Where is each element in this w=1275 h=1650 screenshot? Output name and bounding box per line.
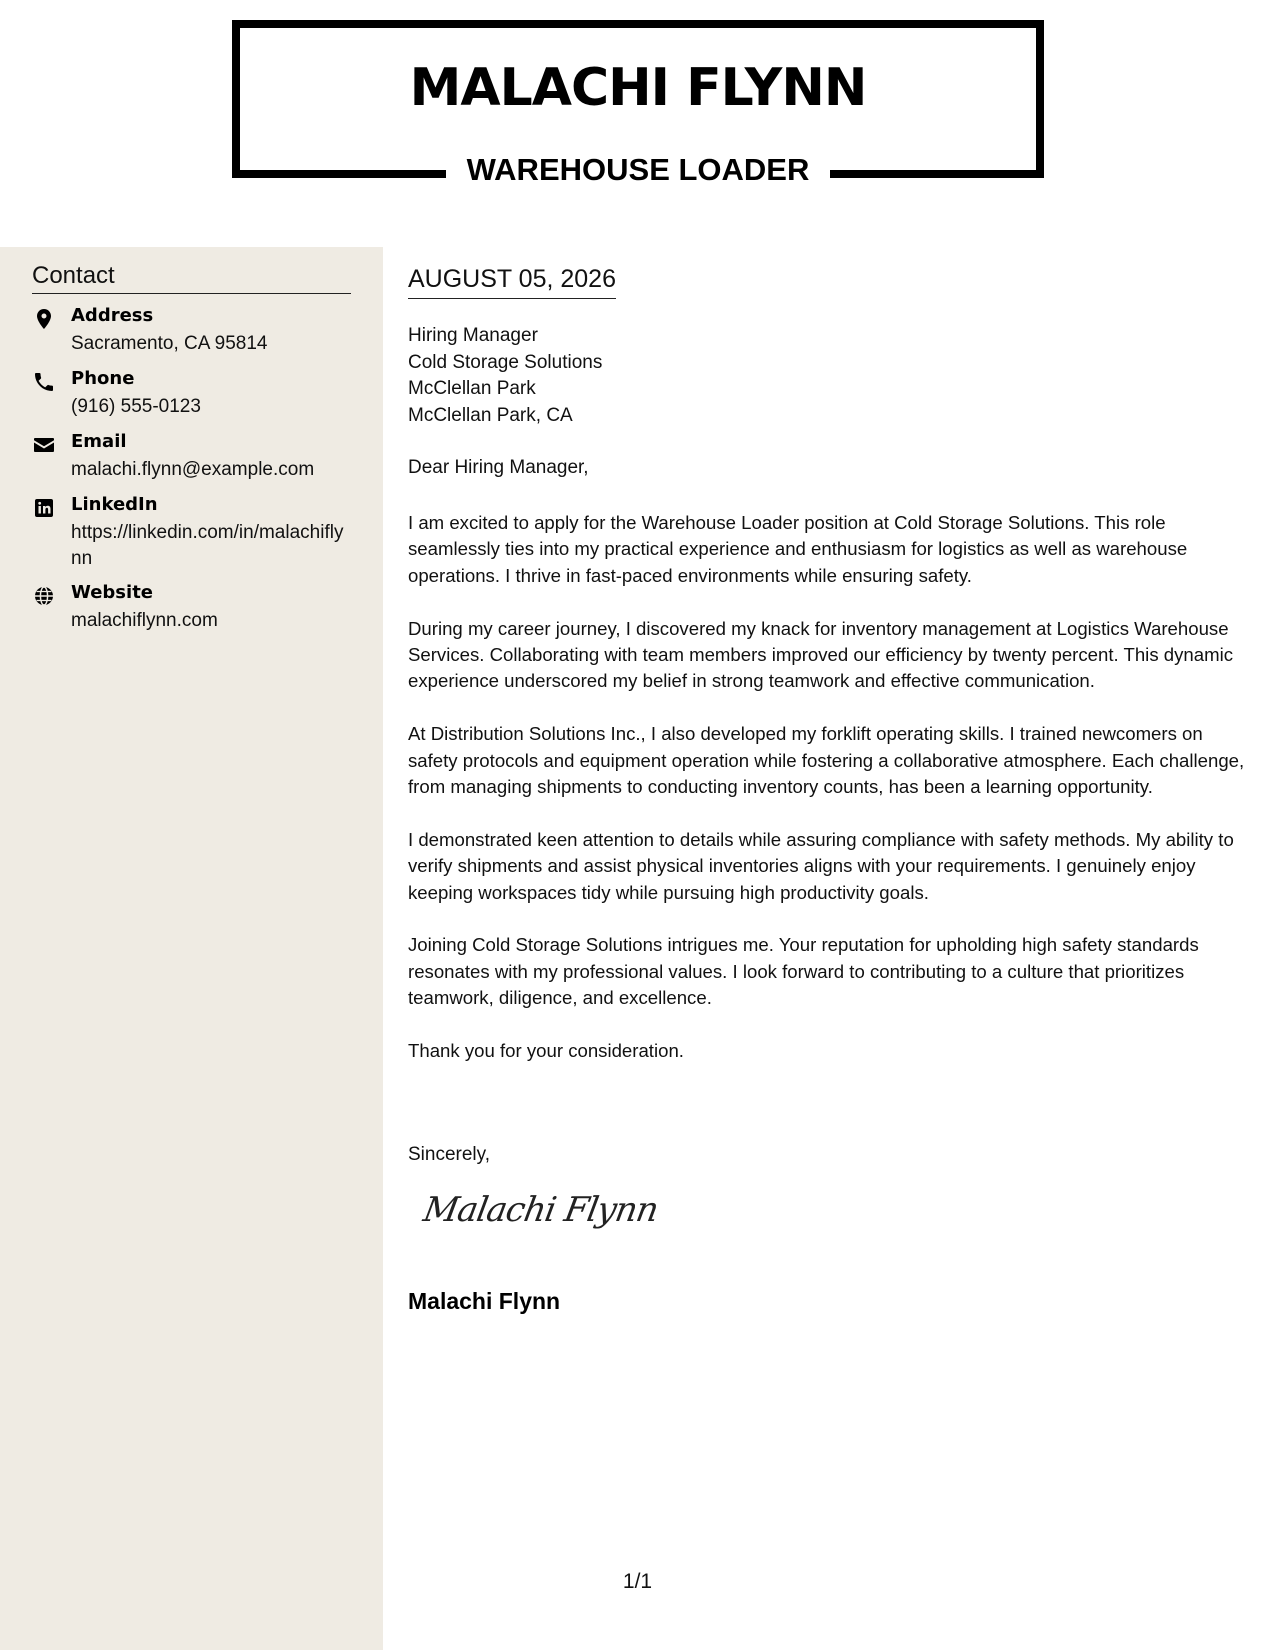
contact-value: https://linkedin.com/in/malachiflynn	[71, 522, 344, 569]
recipient-block	[408, 323, 602, 429]
page-number: 1/1	[622, 1570, 653, 1593]
handwritten-signature: Malachi Flynn	[420, 1190, 661, 1230]
letter-date: AUGUST 05, 2026	[408, 265, 616, 299]
recipient-line: McClellan Park	[408, 378, 536, 399]
header-frame-bottom-left	[232, 170, 446, 178]
contact-value: Sacramento, CA 95814	[71, 333, 268, 354]
body-paragraph: I demonstrated keen attention to details while assuring compliance with safety methods. My ability to verify shipments and assist physical inventories aligns with your requirements. I genuinely enjoy keeping workspaces tidy while pursuing high productivity goals.	[408, 828, 1234, 903]
job-title: WAREHOUSE LOADER	[466, 152, 810, 187]
envelope-icon	[32, 433, 56, 457]
applicant-name: MALACHI FLYNN	[409, 58, 867, 118]
contact-value: malachiflynn.com	[71, 610, 218, 631]
contact-label: Email	[71, 431, 127, 452]
recipient-line: McClellan Park, CA	[408, 404, 573, 426]
globe-icon	[32, 584, 56, 608]
body-paragraph: During my career journey, I discovered my knack for inventory management at Logistics Warehouse Services. Collaborating with team members improved our efficiency by twenty percent. This dynamic experience underscored my belief in strong teamwork and effective communication.	[408, 617, 1234, 692]
contact-value: malachi.flynn@example.com	[71, 459, 315, 480]
contact-label: Website	[71, 582, 154, 603]
contact-value: (916) 555-0123	[71, 396, 201, 417]
body-paragraph: Joining Cold Storage Solutions intrigues me. Your reputation for upholding high safety standards resonates with my professional values. I look forward to contributing to a culture that prioritizes teamwork, diligence, and excellence.	[408, 934, 1199, 1009]
contact-label: Phone	[71, 368, 135, 389]
phone-icon	[32, 370, 56, 394]
signer-name: Malachi Flynn	[408, 1288, 561, 1314]
salutation: Dear Hiring Manager,	[408, 457, 589, 478]
contact-label: Address	[71, 305, 154, 326]
recipient-line: Hiring Manager	[408, 325, 538, 346]
recipient-line: Cold Storage Solutions	[408, 351, 603, 373]
closing: Sincerely,	[408, 1144, 491, 1165]
map-pin-icon	[32, 307, 56, 331]
contact-label: LinkedIn	[71, 494, 158, 515]
body-paragraph: Thank you for your consideration.	[408, 1040, 684, 1062]
letter-body	[408, 510, 1250, 1091]
body-paragraph: I am excited to apply for the Warehouse Loader position at Cold Storage Solutions. This role seamlessly ties into my practical experience and enthusiasm for logistics as well as warehouse operations. I thrive in fast-paced environments while ensuring safety.	[408, 512, 1188, 586]
linkedin-icon	[32, 496, 56, 520]
contact-heading: Contact	[32, 262, 351, 294]
header-frame-bottom-right	[830, 170, 1044, 178]
body-paragraph: At Distribution Solutions Inc., I also developed my forklift operating skills. I trained newcomers on safety protocols and equipment operation while fostering a collaborative atmosphere. Each challenge, from managing shipments to conducting inventory counts, has been a learning opportunity.	[408, 723, 1245, 798]
